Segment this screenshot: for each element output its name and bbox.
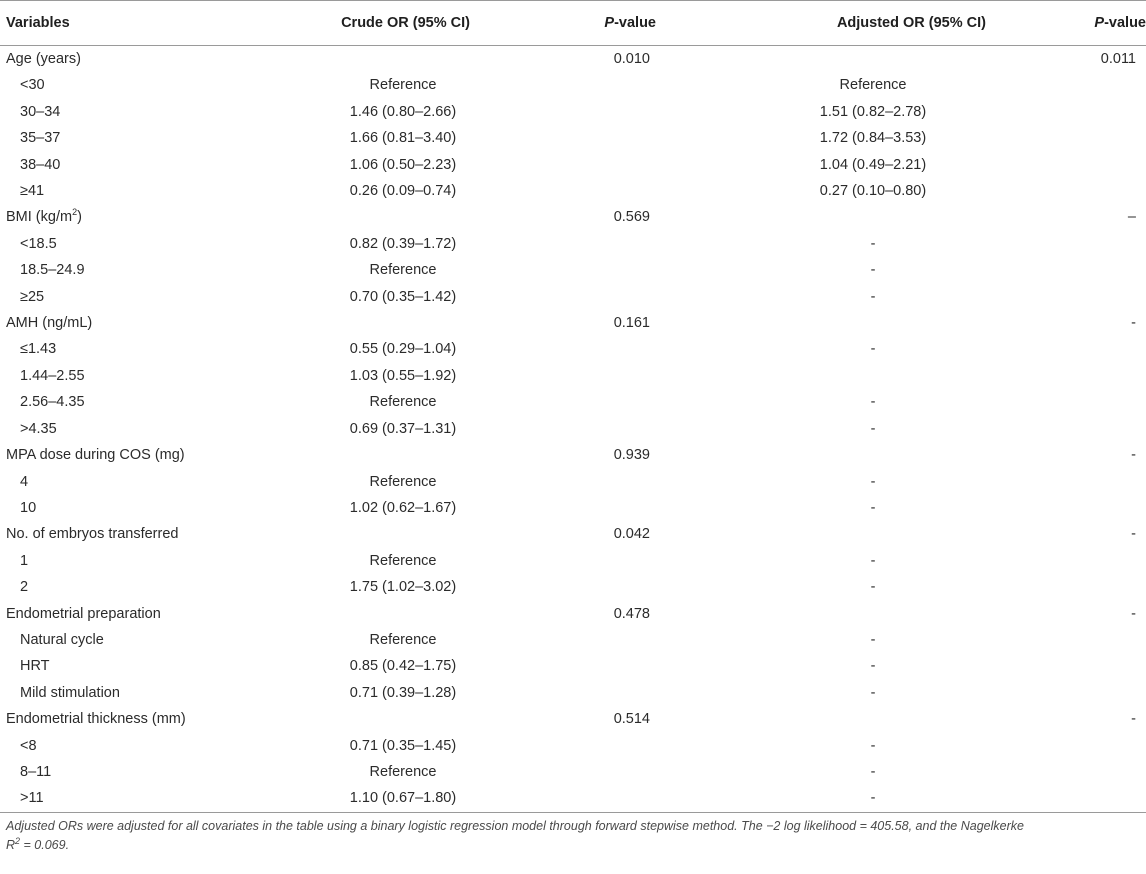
cell-p-value-adjusted bbox=[1046, 680, 1146, 706]
cell-adjusted-or: - bbox=[870, 420, 876, 437]
cell-variable: <30 bbox=[20, 77, 45, 94]
table-row-level bbox=[0, 152, 1146, 178]
cell-crude-or: 1.02 (0.62–1.67) bbox=[349, 499, 457, 516]
header-p-value-crude: P-value bbox=[470, 1, 656, 46]
header-crude-or: Crude OR (95% CI) bbox=[270, 1, 470, 46]
cell-variable: >11 bbox=[20, 790, 44, 807]
cell-p-value-crude: 0.569 bbox=[613, 209, 650, 226]
cell-adjusted-or: - bbox=[870, 552, 876, 569]
cell-p-value-adjusted bbox=[1046, 653, 1146, 679]
table-row-level bbox=[0, 495, 1146, 521]
cell-variable: 8–11 bbox=[20, 763, 52, 780]
cell-p-value-crude: 0.042 bbox=[613, 526, 650, 543]
cell-adjusted-or: 1.04 (0.49–2.21) bbox=[819, 156, 927, 173]
cell-p-value-adjusted: - bbox=[1131, 711, 1136, 728]
cell-p-value-adjusted bbox=[1046, 785, 1146, 812]
table-row-level bbox=[0, 653, 1146, 679]
table-row-level bbox=[0, 389, 1146, 415]
table-row-level bbox=[0, 574, 1146, 600]
cell-crude-or bbox=[270, 204, 470, 230]
cell-p-value-adjusted bbox=[1046, 759, 1146, 785]
cell-p-value-adjusted: 0.011 bbox=[1100, 51, 1136, 67]
cell-variable: Endometrial thickness (mm) bbox=[6, 711, 186, 728]
cell-adjusted-or bbox=[656, 521, 1046, 547]
cell-p-value-adjusted bbox=[1046, 574, 1146, 600]
table-row-variable bbox=[0, 204, 1146, 230]
table-row-variable bbox=[0, 46, 1146, 73]
cell-variable: Endometrial preparation bbox=[6, 605, 161, 622]
cell-p-value-adjusted: - bbox=[1131, 315, 1136, 332]
cell-p-value-adjusted bbox=[1046, 152, 1146, 178]
table-header-row bbox=[0, 1, 1146, 46]
cell-adjusted-or bbox=[656, 706, 1046, 732]
cell-variable: Mild stimulation bbox=[20, 684, 120, 701]
cell-crude-or: Reference bbox=[369, 763, 437, 780]
cell-crude-or: 0.26 (0.09–0.74) bbox=[349, 183, 457, 200]
cell-crude-or: Reference bbox=[369, 77, 437, 94]
table-row-level bbox=[0, 284, 1146, 310]
cell-crude-or: 0.71 (0.39–1.28) bbox=[349, 684, 457, 701]
cell-p-value-adjusted bbox=[1046, 284, 1146, 310]
cell-adjusted-or bbox=[656, 46, 1046, 73]
cell-crude-or: 1.06 (0.50–2.23) bbox=[349, 156, 457, 173]
table-row-level bbox=[0, 178, 1146, 204]
cell-adjusted-or: - bbox=[870, 763, 876, 780]
cell-crude-or: 1.46 (0.80–2.66) bbox=[349, 103, 457, 120]
cell-p-value-crude: 0.939 bbox=[613, 447, 650, 464]
cell-p-value-adjusted: – bbox=[1127, 209, 1136, 226]
cell-variable: ≥25 bbox=[20, 288, 45, 305]
cell-adjusted-or bbox=[656, 310, 1046, 336]
table-row-level bbox=[0, 336, 1146, 362]
cell-adjusted-or: 1.51 (0.82–2.78) bbox=[819, 103, 927, 120]
cell-p-value-crude: 0.514 bbox=[613, 711, 650, 728]
cell-variable: 18.5–24.9 bbox=[20, 262, 85, 279]
table-row-variable bbox=[0, 521, 1146, 547]
cell-adjusted-or: 0.27 (0.10–0.80) bbox=[819, 183, 927, 200]
table-row-level bbox=[0, 231, 1146, 257]
cell-adjusted-or: - bbox=[870, 288, 876, 305]
table-row-level bbox=[0, 469, 1146, 495]
cell-variable: Age (years) bbox=[6, 51, 81, 67]
cell-crude-or bbox=[270, 521, 470, 547]
cell-adjusted-or bbox=[656, 204, 1046, 230]
table-row-variable bbox=[0, 310, 1146, 336]
table-row-level bbox=[0, 99, 1146, 125]
cell-variable: 2 bbox=[20, 579, 29, 596]
header-variables: Variables bbox=[0, 1, 270, 46]
table-row-level bbox=[0, 257, 1146, 283]
cell-p-value-adjusted bbox=[1046, 178, 1146, 204]
cell-adjusted-or: 1.72 (0.84–3.53) bbox=[819, 130, 927, 147]
cell-variable: HRT bbox=[20, 658, 50, 675]
cell-p-value-adjusted bbox=[1046, 495, 1146, 521]
table-row-variable bbox=[0, 442, 1146, 468]
cell-adjusted-or: - bbox=[870, 658, 876, 675]
cell-adjusted-or bbox=[656, 601, 1046, 627]
cell-p-value-adjusted bbox=[1046, 416, 1146, 442]
cell-adjusted-or: - bbox=[870, 235, 876, 252]
header-adjusted-or: Adjusted OR (95% CI) bbox=[656, 1, 1046, 46]
cell-crude-or: 0.69 (0.37–1.31) bbox=[349, 420, 457, 437]
cell-crude-or: 1.66 (0.81–3.40) bbox=[349, 130, 457, 147]
table-row-level bbox=[0, 759, 1146, 785]
table-row-level bbox=[0, 416, 1146, 442]
cell-p-value-adjusted bbox=[1046, 627, 1146, 653]
cell-crude-or: Reference bbox=[369, 394, 437, 411]
cell-crude-or: 0.70 (0.35–1.42) bbox=[349, 288, 457, 305]
table-row-level bbox=[0, 680, 1146, 706]
cell-variable: 4 bbox=[20, 473, 29, 490]
cell-crude-or: 1.03 (0.55–1.92) bbox=[349, 367, 457, 384]
cell-crude-or: Reference bbox=[369, 552, 437, 569]
cell-p-value-adjusted bbox=[1046, 389, 1146, 415]
cell-variable: 2.56–4.35 bbox=[20, 394, 85, 411]
cell-p-value-adjusted bbox=[1046, 548, 1146, 574]
cell-crude-or: Reference bbox=[369, 631, 437, 648]
cell-variable: 1 bbox=[20, 552, 29, 569]
cell-adjusted-or: - bbox=[870, 473, 876, 490]
cell-crude-or bbox=[270, 706, 470, 732]
cell-crude-or: Reference bbox=[369, 473, 437, 490]
cell-p-value-adjusted bbox=[1046, 336, 1146, 362]
table-row-variable bbox=[0, 706, 1146, 732]
cell-variable: 35–37 bbox=[20, 130, 61, 147]
cell-adjusted-or bbox=[656, 442, 1046, 468]
table-row-level bbox=[0, 733, 1146, 759]
cell-p-value-adjusted: - bbox=[1131, 605, 1136, 622]
cell-p-value-adjusted bbox=[1046, 733, 1146, 759]
cell-p-value-crude: 0.010 bbox=[613, 51, 650, 67]
cell-adjusted-or: Reference bbox=[839, 77, 907, 94]
cell-crude-or bbox=[270, 46, 470, 73]
header-p-value-adjusted: P-value bbox=[1046, 1, 1146, 46]
cell-p-value-adjusted: - bbox=[1131, 526, 1136, 543]
cell-adjusted-or: - bbox=[870, 790, 876, 807]
cell-adjusted-or: - bbox=[870, 684, 876, 701]
cell-variable: 38–40 bbox=[20, 156, 61, 173]
cell-variable: BMI $(kg/m^2)$ bbox=[6, 207, 82, 226]
cell-p-value-crude: 0.161 bbox=[613, 315, 650, 332]
cell-p-value-adjusted bbox=[1046, 125, 1146, 151]
table-row-level bbox=[0, 125, 1146, 151]
cell-p-value-adjusted bbox=[1046, 231, 1146, 257]
cell-adjusted-or: - bbox=[870, 262, 876, 279]
cell-crude-or: 0.85 (0.42–1.75) bbox=[349, 658, 457, 675]
cell-p-value-adjusted bbox=[1046, 363, 1146, 389]
cell-adjusted-or: - bbox=[870, 631, 876, 648]
cell-p-value-crude: 0.478 bbox=[613, 605, 650, 622]
cell-variable: Natural cycle bbox=[20, 631, 104, 648]
cell-adjusted-or: - bbox=[870, 499, 876, 516]
cell-variable: <8 bbox=[20, 737, 37, 754]
cell-p-value-adjusted bbox=[1046, 257, 1146, 283]
table-row-level bbox=[0, 363, 1146, 389]
cell-adjusted-or: - bbox=[870, 394, 876, 411]
cell-crude-or bbox=[270, 310, 470, 336]
cell-crude-or: 0.71 (0.35–1.45) bbox=[349, 737, 457, 754]
cell-variable: ≥41 bbox=[20, 183, 45, 200]
table-row-level bbox=[0, 627, 1146, 653]
cell-crude-or: Reference bbox=[369, 262, 437, 279]
cell-crude-or: 0.82 (0.39–1.72) bbox=[349, 235, 457, 252]
cell-adjusted-or: - bbox=[870, 737, 876, 754]
table-row-variable bbox=[0, 601, 1146, 627]
cell-variable: MPA dose during COS (mg) bbox=[6, 447, 185, 464]
cell-variable: 10 bbox=[20, 499, 37, 516]
cell-p-value-adjusted: - bbox=[1131, 447, 1136, 464]
cell-p-value-adjusted bbox=[1046, 72, 1146, 98]
cell-crude-or: 1.75 (1.02–3.02) bbox=[349, 579, 457, 596]
cell-adjusted-or: - bbox=[870, 341, 876, 358]
cell-variable: >4.35 bbox=[20, 420, 57, 437]
cell-adjusted-or: - bbox=[870, 579, 876, 596]
cell-variable: 30–34 bbox=[20, 103, 61, 120]
cell-adjusted-or bbox=[656, 363, 1046, 389]
cell-p-value-adjusted bbox=[1046, 469, 1146, 495]
cell-variable: <18.5 bbox=[20, 235, 57, 252]
cell-variable: 1.44–2.55 bbox=[20, 367, 85, 384]
cell-variable: ≤1.43 bbox=[20, 341, 57, 358]
cell-crude-or: 1.10 (0.67–1.80) bbox=[349, 790, 457, 807]
table-row-level bbox=[0, 72, 1146, 98]
cell-variable: No. of embryos transferred bbox=[6, 526, 179, 543]
cell-variable: AMH (ng/mL) bbox=[6, 315, 93, 332]
cell-crude-or bbox=[270, 601, 470, 627]
cell-p-value-adjusted bbox=[1046, 99, 1146, 125]
cell-crude-or bbox=[270, 442, 470, 468]
table-row-level bbox=[0, 548, 1146, 574]
table-footnote: Adjusted ORs were adjusted for all covariates in the table using a binary logistic regression model through forward stepwise method. The −2 log likelihood = 405.58, and the Nagelkerke $R^2 = 0.069$. bbox=[6, 818, 1024, 852]
table-row-level bbox=[0, 785, 1146, 812]
cell-crude-or: 0.55 (0.29–1.04) bbox=[349, 341, 457, 358]
